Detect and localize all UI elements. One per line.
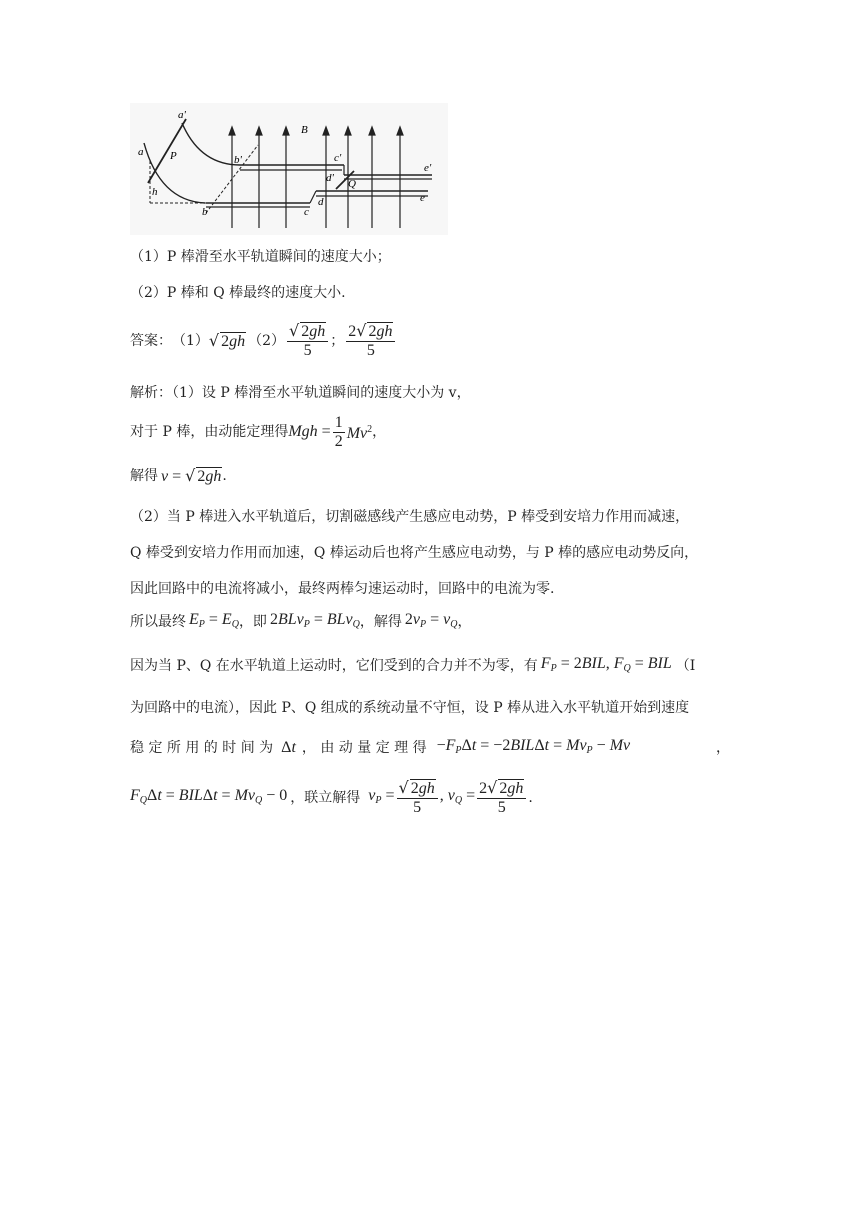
question-2: （2）P 棒和 Q 棒最终的速度大小. — [130, 285, 346, 301]
label-B: B — [301, 124, 308, 136]
analysis-line-2: 对于 P 棒，由动能定理得 Mgh = $\frac{1}{2}$ Mv$^2$ ， — [130, 413, 387, 450]
label-d: d — [318, 196, 324, 208]
answer-part2: （2） — [248, 333, 286, 349]
analysis-momentum-line-2: 为回路中的电流），因此 P、Q 组成的系统动量不守恒，设 P 棒从进入水平轨道开始到速度 — [130, 700, 690, 716]
label-a: a — [138, 146, 144, 158]
analysis-para2-line-1: （2）当 P 棒进入水平轨道后，切割磁感线产生感应电动势，P 棒受到安培力作用而减速， — [130, 509, 690, 525]
analysis-momentum-line-1: 因为当 P、Q 在水平轨道上运动时，它们受到的合力并不为零，有 $F_P = 2BIL$, $F_Q$ = BIL （I — [130, 654, 696, 674]
analysis-final-line: 所以最终 $E_P = E_Q$ ，即 2BLv$_P$ = BLv$_Q$ ，解得 $2v_P = v_Q$ ， — [130, 610, 472, 630]
label-Q: Q — [348, 178, 356, 190]
analysis-line-1: 解析：（1）设 P 棒滑至水平轨道瞬间的速度大小为 v， — [130, 385, 471, 401]
label-b-prime: b' — [234, 154, 242, 166]
answer-line: 答案： （1） √ 2gh （2） $\frac{√ 2gh}{5}$ ； $\frac{2√ 2gh}{5}$ — [130, 318, 397, 364]
analysis-momentum-line-4: $F_Q\Delta t = BIL\Delta t = Mv_Q - 0$ ，联立解得 $v_P$ = $\frac{√ 2gh}{5}$ , $v_Q$ = $\frac{2√ 2gh}{5}$ . — [130, 778, 533, 816]
rail-diagram — [130, 103, 448, 235]
question-1: （1）P 棒滑至水平轨道瞬间的速度大小； — [130, 249, 391, 265]
label-e-prime: e' — [424, 162, 432, 174]
label-P: P — [170, 150, 177, 162]
label-a-prime: a' — [178, 109, 186, 121]
analysis-para2-line-2: Q 棒受到安培力作用而加速，Q 棒运动后也将产生感应电动势，与 P 棒的感应电动势反向， — [130, 545, 699, 561]
label-c: c — [304, 206, 309, 218]
label-c-prime: c' — [334, 152, 342, 164]
analysis-para2-line-3: 因此回路中的电流将减小，最终两棒匀速运动时，回路中的电流为零. — [130, 581, 555, 597]
label-b: b — [202, 206, 208, 218]
label-d-prime: d' — [326, 172, 334, 184]
label-h: h — [152, 186, 158, 198]
answer-part1: （1） — [172, 333, 209, 349]
answer-label: 答案： — [130, 333, 172, 349]
analysis-momentum-line-3: 稳 定 所 用 的 时 间 为 Δt ， 由 动 量 定 理 得 $-F_P\Delta t = -2BIL\Delta t = Mv_P - Mv$ ， — [130, 736, 730, 756]
analysis-line-3: 解得 v = √ 2gh . — [130, 465, 227, 485]
label-e: e — [420, 192, 425, 204]
answer-sep: ； — [330, 333, 345, 349]
